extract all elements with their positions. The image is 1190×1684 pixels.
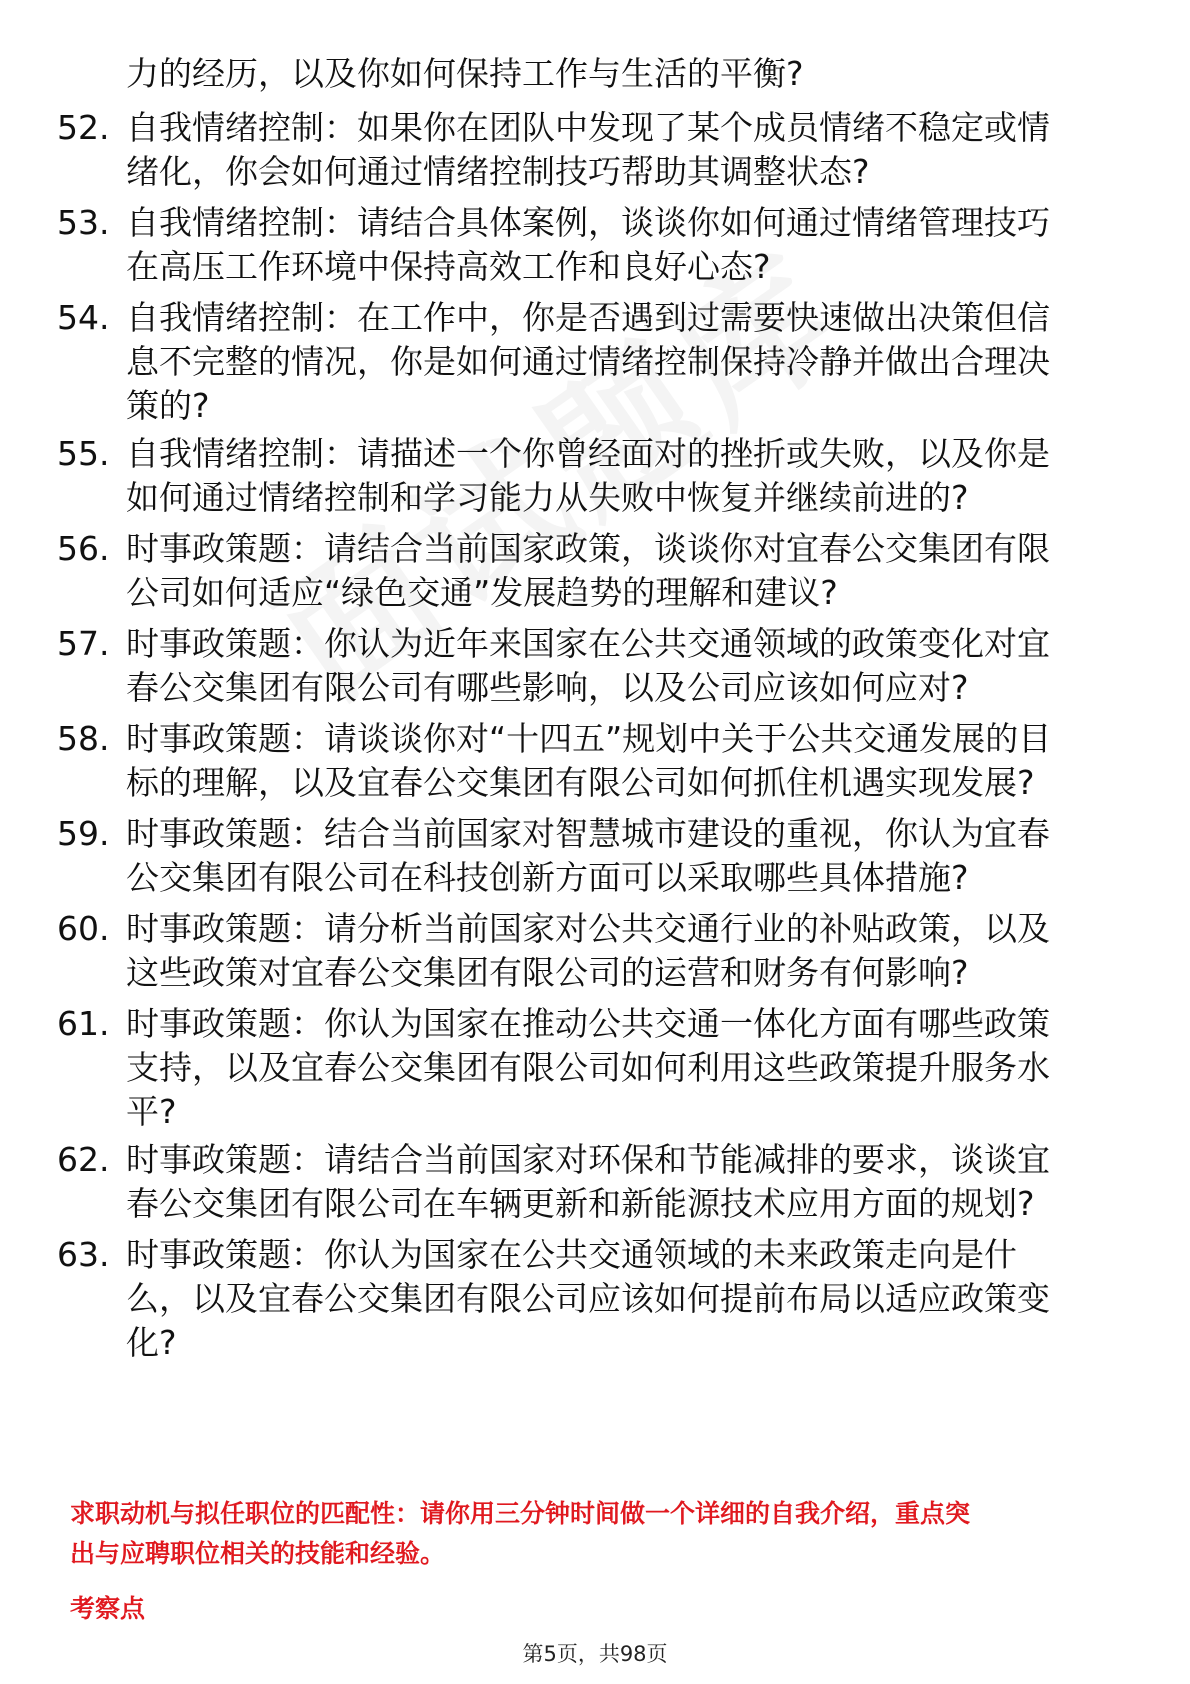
question-text-line: 绪化，你会如何通过情绪控制技巧帮助其调整状态? (126, 152, 870, 191)
question-number: 61. (57, 1004, 110, 1043)
question-text-line: 策的? (126, 386, 210, 425)
question-text-line: 自我情绪控制：如果你在团队中发现了某个成员情绪不稳定或情 (126, 108, 1050, 147)
question-text-line: 么，以及宜春公交集团有限公司应该如何提前布局以适应政策变 (126, 1279, 1050, 1318)
question-number: 63. (57, 1235, 110, 1274)
question-number: 57. (57, 624, 110, 663)
question-number: 60. (57, 909, 110, 948)
question-text-line: 息不完整的情况，你是如何通过情绪控制保持冷静并做出合理决 (126, 342, 1050, 381)
question-text-line: 时事政策题：你认为近年来国家在公共交通领域的政策变化对宜 (126, 624, 1050, 663)
question-text-line: 支持，以及宜春公交集团有限公司如何利用这些政策提升服务水 (126, 1048, 1050, 1087)
question-number: 54. (57, 298, 110, 337)
question-text-line: 春公交集团有限公司有哪些影响，以及公司应该如何应对? (126, 668, 969, 707)
question-text-line: 化? (126, 1323, 177, 1362)
question-text-line: 春公交集团有限公司在车辆更新和新能源技术应用方面的规划? (126, 1184, 1035, 1223)
question-text-line: 时事政策题：请结合当前国家政策，谈谈你对宜春公交集团有限 (126, 529, 1050, 568)
continuation-text: 力的经历，以及你如何保持工作与生活的平衡? (126, 54, 804, 93)
question-text-line: 这些政策对宜春公交集团有限公司的运营和财务有何影响? (126, 953, 969, 992)
question-number: 52. (57, 108, 110, 147)
page-footer: 第5页，共98页 (522, 1642, 668, 1666)
highlight-question-line: 求职动机与拟任职位的匹配性：请你用三分钟时间做一个详细的自我介绍，重点突 (70, 1499, 971, 1528)
question-text-line: 在高压工作环境中保持高效工作和良好心态? (126, 247, 771, 286)
question-number: 62. (57, 1140, 110, 1179)
question-text-line: 时事政策题：你认为国家在公共交通领域的未来政策走向是什 (126, 1235, 1017, 1274)
question-number: 53. (57, 203, 110, 242)
question-text-line: 公司如何适应“绿色交通”发展趋势的理解和建议? (126, 573, 838, 612)
question-number: 56. (57, 529, 110, 568)
question-text-line: 平? (126, 1092, 177, 1131)
section-label: 考察点 (70, 1594, 146, 1623)
question-text-line: 标的理解，以及宜春公交集团有限公司如何抓住机遇实现发展? (126, 763, 1035, 802)
question-text-line: 自我情绪控制：在工作中，你是否遇到过需要快速做出决策但信 (126, 298, 1050, 337)
question-text-line: 时事政策题：请结合当前国家对环保和节能减排的要求，谈谈宜 (126, 1140, 1050, 1179)
question-number: 58. (57, 719, 110, 758)
question-text-line: 时事政策题：请谈谈你对“十四五”规划中关于公共交通发展的目 (126, 719, 1052, 758)
question-text-line: 公交集团有限公司在科技创新方面可以采取哪些具体措施? (126, 858, 969, 897)
question-number: 55. (57, 434, 110, 473)
question-text-line: 如何通过情绪控制和学习能力从失败中恢复并继续前进的? (126, 478, 969, 517)
highlight-question (70, 1494, 1130, 1574)
question-text-line: 自我情绪控制：请结合具体案例，谈谈你如何通过情绪管理技巧 (126, 203, 1050, 242)
highlight-question-line: 出与应聘职位相关的技能和经验。 (70, 1539, 446, 1568)
question-text-line: 自我情绪控制：请描述一个你曾经面对的挫折或失败，以及你是 (126, 434, 1050, 473)
question-text-line: 时事政策题：请分析当前国家对公共交通行业的补贴政策，以及 (126, 909, 1050, 948)
question-text-line: 时事政策题：结合当前国家对智慧城市建设的重视，你认为宜春 (126, 814, 1050, 853)
question-number: 59. (57, 814, 110, 853)
question-text-line: 时事政策题：你认为国家在推动公共交通一体化方面有哪些政策 (126, 1004, 1050, 1043)
